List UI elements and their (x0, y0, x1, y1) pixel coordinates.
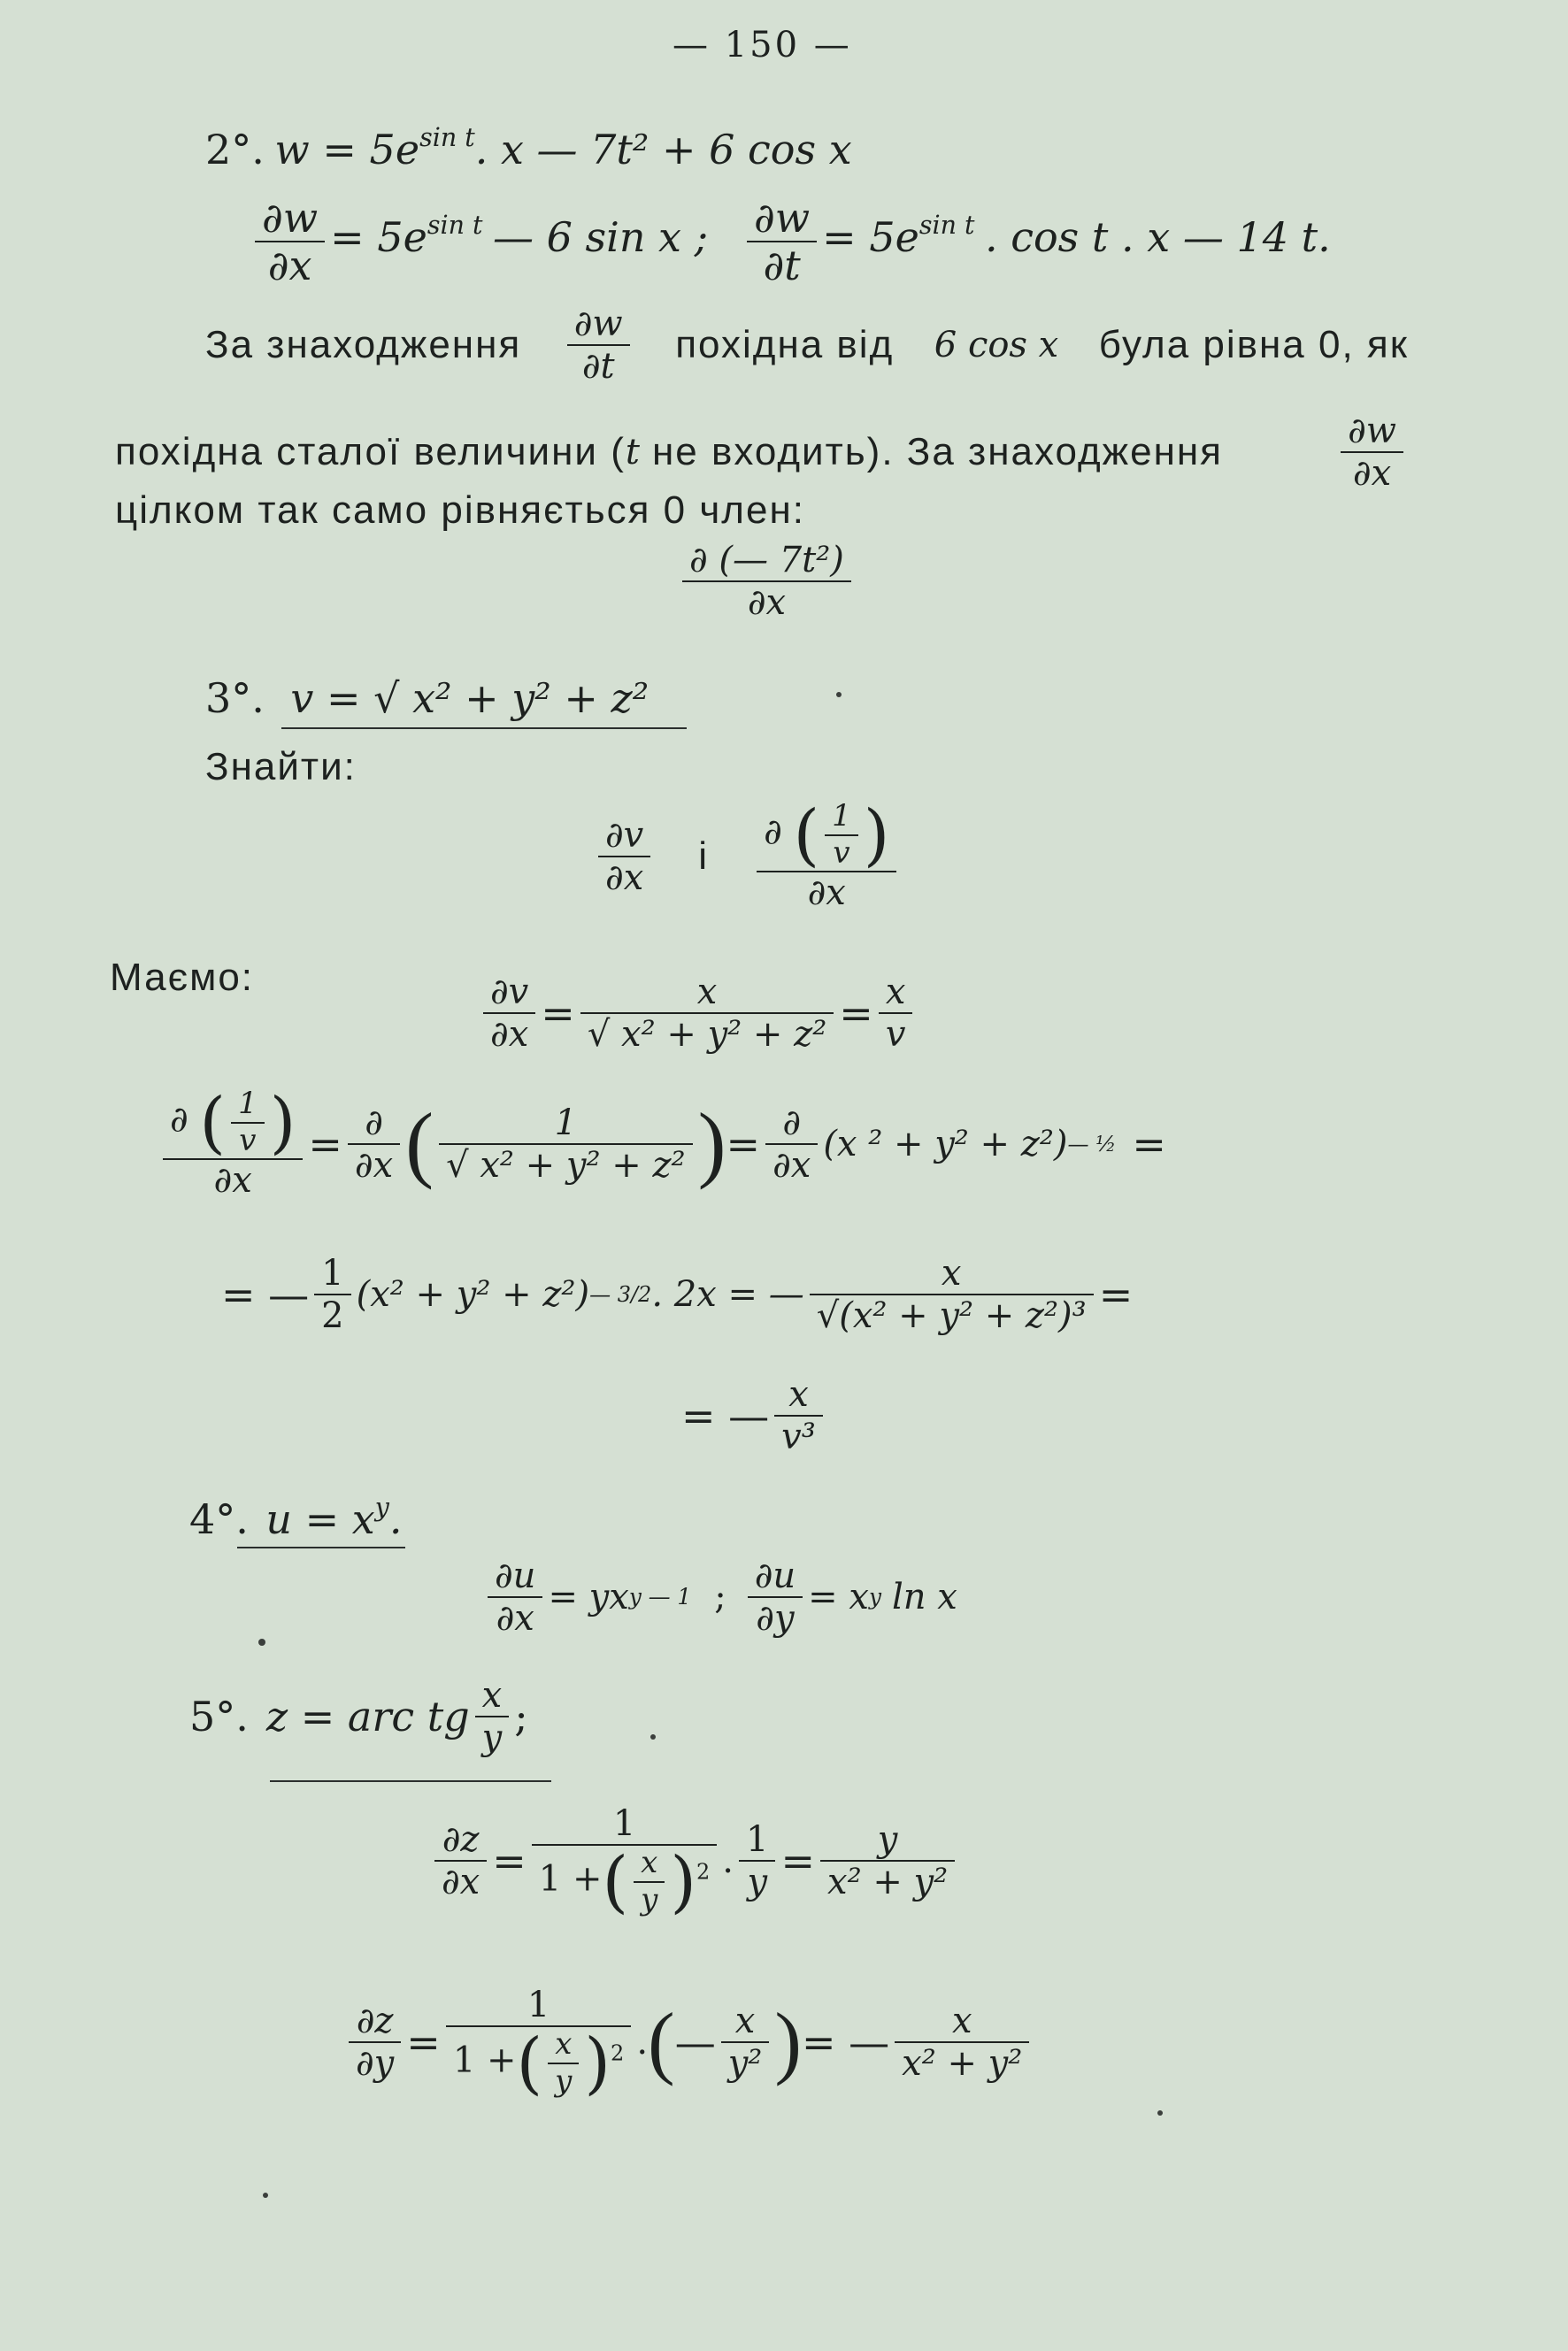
example-5-dzdx: $\frac{\partial z}{\partial x}$ = 1 1 +( $\frac{x}{y}$ )$^2$ . $\frac{1}{y}$ = $\frac{y}{\text{x² + y²}}$ (429, 1805, 960, 1916)
example-3-line-3: = — $\frac{1}{2}$ (x² + y² + z²) — 3/2 . 2x = — $\frac{x}{\text{√(x² + y² + z²)³}}$ = (221, 1253, 1134, 1336)
example-3-underline (281, 727, 687, 729)
example-3-line-4: = — $\frac{x}{\text{v³}}$ (681, 1376, 828, 1456)
example-2-label: 2°. (205, 126, 265, 173)
example-4-underline (237, 1547, 405, 1548)
example-3-label: 3°. (205, 674, 265, 722)
paragraph-line-2: похідна сталої величини ( t не входить). За знаходження $\frac{\partial w}{\partial x}$ (115, 412, 1409, 492)
example-5-dzdy: $\frac{\partial z}{\partial y}$ = 1 1 +( $\frac{x}{y}$ )$^2$ . ( — $\frac{x}{\text{y²}}$ ) = — $\frac{x}{\text{x² + y²}}$ (343, 1986, 1034, 2097)
example-5-underline (270, 1780, 551, 1782)
paragraph-line-3: цілком так само рівняється 0 член: (115, 488, 805, 532)
page-number: — 150 — (673, 25, 852, 65)
example-3-line-1: $\frac{\partial v}{\partial x}$ = $\frac{x}{\text{√ x² + y² + z²}}$ = $\frac{x}{v}$ (478, 973, 918, 1053)
example-5-label: 5°. (189, 1693, 249, 1740)
paper-speck (650, 1734, 656, 1740)
example-2-formula: 2°. $w = 5e^{sin t}$. x — 7t² + 6 cos x (205, 123, 852, 173)
example-4-formula: 4°. $u = x^y$. (189, 1493, 403, 1543)
example-4-derivatives: $\frac{\partial u}{\partial x}$ = yx y — 1 ; $\frac{\partial u}{\partial y}$ = x y ln x (482, 1557, 957, 1637)
find-label: Знайти: (205, 745, 357, 788)
paper-speck (1157, 2110, 1163, 2116)
find-targets: $\frac{\partial v}{\partial x}$ і ∂ ( $\frac{1}{v}$ ) ∂x (593, 801, 902, 911)
example-3-formula: 3°. v = √ x² + y² + z² (205, 674, 649, 722)
example-2-dwdt: $\frac{\partial w}{\partial t}$ = $5e^{sin t}$ . cos t . x — 14 t. (742, 196, 1331, 288)
example-2-dwdx: $\frac{\partial w}{\partial x}$ = $5e^{sin t}$ — 6 sin x ; (250, 196, 708, 288)
paper-speck (263, 2193, 268, 2198)
example-3-line-2: ∂ ( $\frac{1}{v}$ ) ∂x = $\frac{\partial}{\partial x}$ ( $\frac{1}{\text{√ x² + y² + z²}}$ ) = $\frac{\partial}{\partial x}$ (x ² + y² + z²) — ½ = (158, 1088, 1166, 1199)
example-4-label: 4°. (189, 1495, 249, 1543)
paragraph-line-1: За знаходження $\frac{\partial w}{\partial t}$ похідна від 6 cos x була рівна 0, як (205, 303, 1409, 387)
have-label: Маємо: (110, 956, 255, 999)
paper-speck (258, 1639, 265, 1646)
derivative-term: $\frac{\text{∂ (— 7t²)}}{\partial x}$ (677, 542, 857, 621)
paper-speck (836, 692, 842, 697)
example-5-formula: 5°. z = arc tg $\frac{x}{y}$ ; (189, 1675, 528, 1758)
